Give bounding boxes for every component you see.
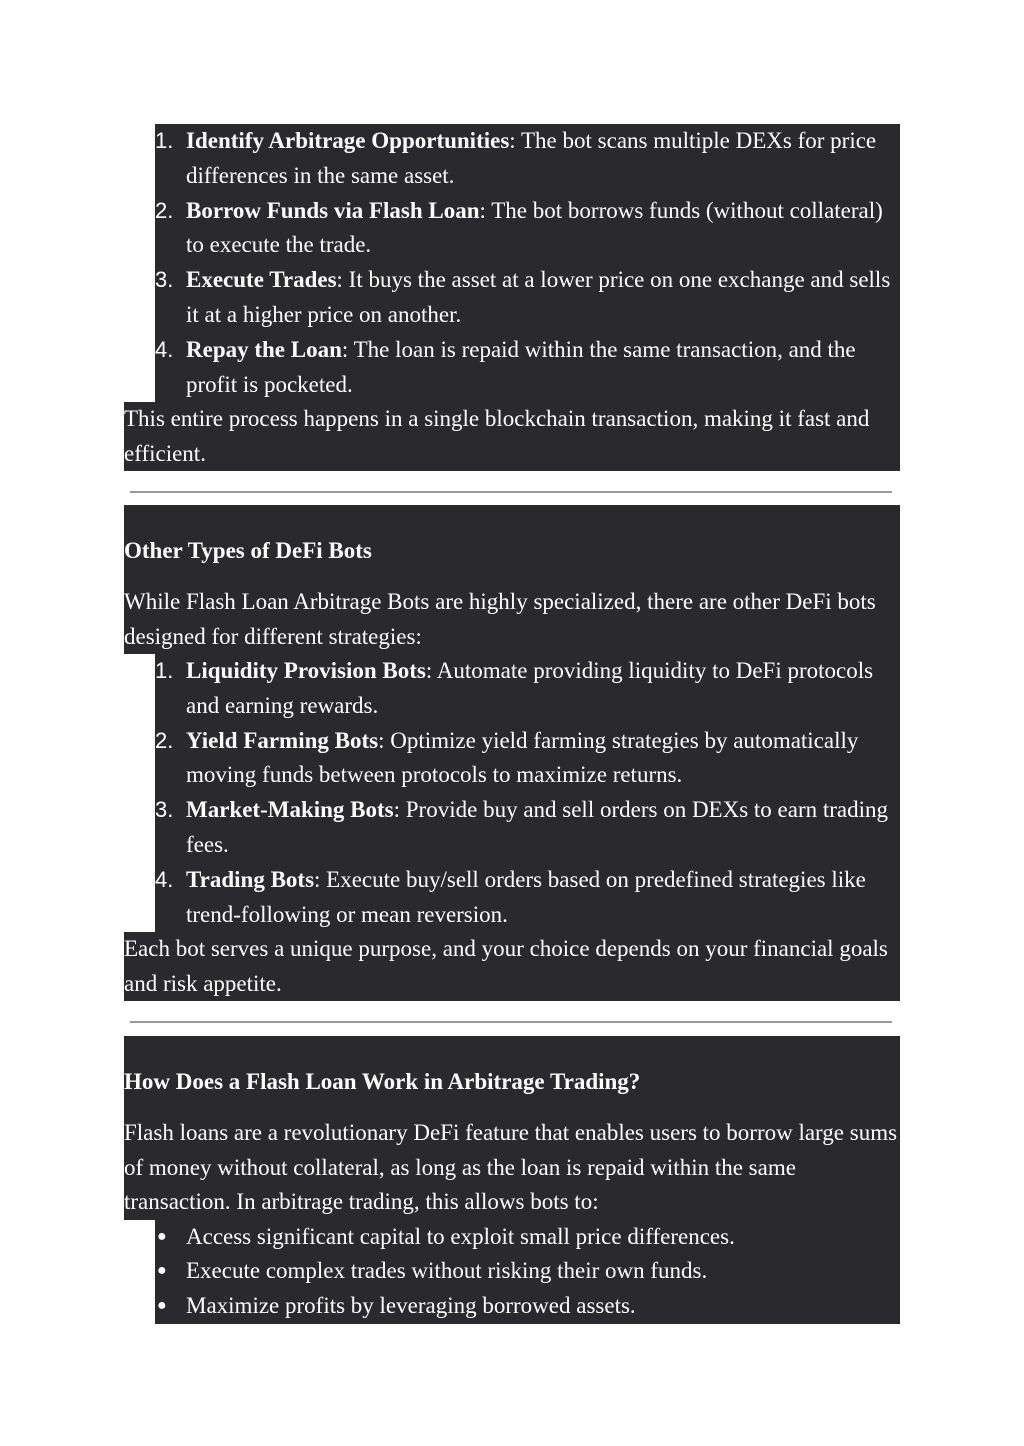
list-marker: 3. <box>155 797 174 823</box>
section-other-bots <box>124 505 900 1002</box>
bullet-icon: ● <box>157 1297 167 1315</box>
section-flash-loan-steps <box>124 124 900 472</box>
list-marker: 4. <box>155 866 174 892</box>
horizontal-divider <box>130 491 892 493</box>
section-flash-loan-arbitrage <box>124 1036 900 1323</box>
bot-title: Liquidity Provision Bots <box>186 658 426 683</box>
list-item <box>155 654 900 724</box>
list-marker: 1. <box>155 128 174 153</box>
list-item <box>155 263 900 333</box>
bot-title: Trading Bots <box>186 866 315 892</box>
list-item <box>155 333 900 403</box>
list-item <box>155 793 900 863</box>
section-heading: Other Types of DeFi Bots <box>124 538 372 563</box>
step-title: Borrow Funds via Flash Loan <box>186 197 480 223</box>
bullet-icon: ● <box>157 1262 167 1280</box>
bullet-text: Access significant capital to exploit small price differences. <box>186 1223 735 1249</box>
bot-text: : Execute buy/sell orders based on predefined strategies like trend-following or mean reversion. <box>186 866 866 927</box>
list-item <box>155 124 900 194</box>
step-text: : It buys the asset at a lower price on one exchange and sells it at a higher price on another. <box>186 267 891 327</box>
list-marker: 2. <box>155 727 174 753</box>
list-item <box>155 1289 900 1324</box>
list-marker: 3. <box>155 267 174 293</box>
step-title: Execute Trades <box>186 267 337 293</box>
step-title: Repay the Loan <box>186 336 342 362</box>
benefits-list <box>155 1220 900 1324</box>
bullet-text: Execute complex trades without risking their own funds. <box>186 1258 708 1284</box>
bot-title: Market-Making Bots <box>186 797 394 823</box>
list-marker: 4. <box>155 336 174 362</box>
step-text: : The bot scans multiple DEXs for price differences in the same asset. <box>186 128 877 188</box>
intro-paragraph: Flash loans are a revolutionary DeFi feature that enables users to borrow large sums of money without collateral, as long as the loan is repaid within the same transaction. In arbitrage trading, this allows bots to: <box>124 1120 898 1214</box>
step-title: Identify Arbitrage Opportunities <box>186 128 510 153</box>
list-item <box>155 1254 900 1289</box>
closing-paragraph: Each bot serves a unique purpose, and your choice depends on your financial goals and risk appetite. <box>124 932 900 1001</box>
steps-list <box>155 124 900 402</box>
horizontal-divider <box>130 1021 892 1023</box>
list-marker: 1. <box>155 658 174 683</box>
list-item <box>155 724 900 794</box>
bot-text: : Provide buy and sell orders on DEXs to earn trading fees. <box>186 797 889 857</box>
section-heading: How Does a Flash Loan Work in Arbitrage Trading? <box>124 1069 641 1094</box>
bot-text: : Optimize yield farming strategies by automatically moving funds between protocols to maximize returns. <box>186 727 859 788</box>
intro-paragraph: While Flash Loan Arbitrage Bots are highly specialized, there are other DeFi bots designed for different strategies: <box>124 589 876 649</box>
bots-list <box>155 654 900 932</box>
step-text: : The loan is repaid within the same transaction, and the profit is pocketed. <box>186 336 856 397</box>
bullet-text: Maximize profits by leveraging borrowed assets. <box>186 1293 636 1319</box>
list-item <box>155 863 900 933</box>
step-text: : The bot borrows funds (without collateral) to execute the trade. <box>186 197 883 258</box>
list-marker: 2. <box>155 197 174 223</box>
list-item <box>155 194 900 264</box>
list-item <box>155 1220 900 1255</box>
closing-paragraph: This entire process happens in a single blockchain transaction, making it fast and efficient. <box>124 402 900 471</box>
bot-title: Yield Farming Bots <box>186 727 379 753</box>
bullet-icon: ● <box>157 1227 167 1245</box>
bot-text: : Automate providing liquidity to DeFi protocols and earning rewards. <box>186 658 874 718</box>
